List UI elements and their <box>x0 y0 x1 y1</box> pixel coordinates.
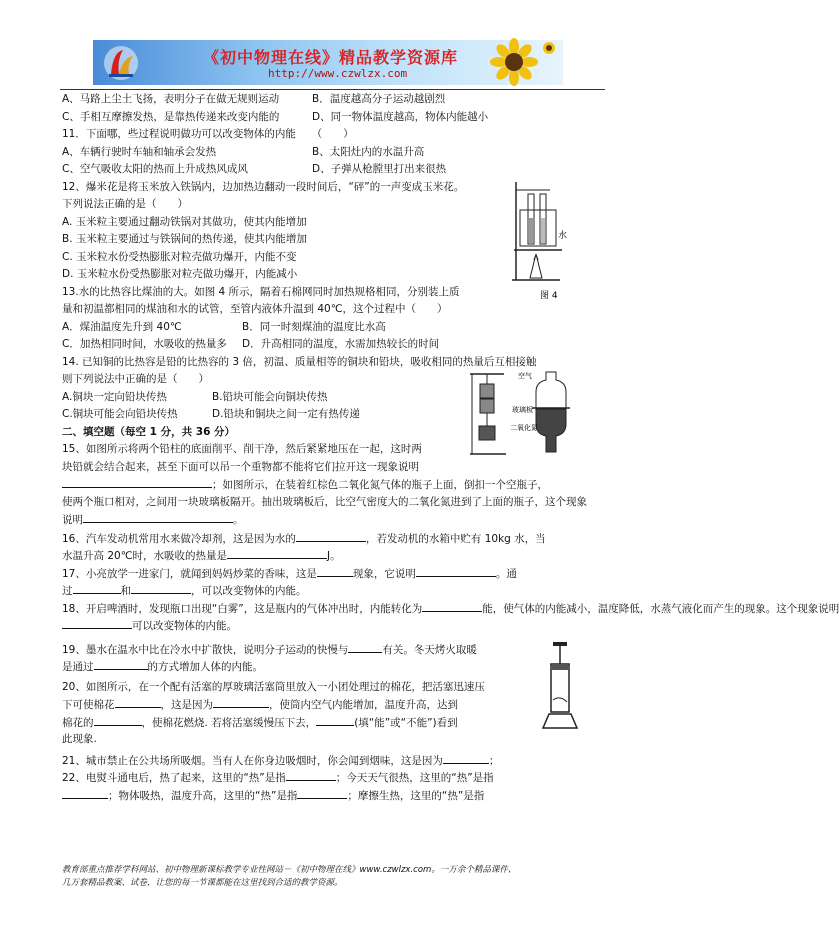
q14-prompt: 则下列说法中正确的是（ ） <box>62 373 209 385</box>
q20-line-4: 此现象. <box>62 733 97 745</box>
banner-title: 《初中物理在线》精品教学资源库 <box>203 48 459 67</box>
q20-line-2: 下可使棉花 ，这是因为 ，使筒内空气内能增加，温度升高，达到 <box>62 696 472 714</box>
q10-options-cd: C、手相互摩擦发热，是靠热传递来改变内能的 D、同一物体温度越高，物体内能越小 <box>62 110 489 123</box>
answer-blank[interactable] <box>94 714 142 726</box>
q16-line-2: 水温升高 20℃时，水吸收的热量是 J。 <box>62 547 588 565</box>
header-divider <box>60 89 605 90</box>
answer-blank[interactable] <box>443 752 489 764</box>
q12-option-d: D. 玉米粒水份受热膨胀对粒壳做功爆开，内能减小 <box>62 268 298 280</box>
figure-4-caption: 图 4 <box>540 291 558 301</box>
header-banner <box>93 40 563 85</box>
figure-4-heating-apparatus <box>510 180 590 300</box>
q11-options-ab: A、车辆行驶时车轴和轴承会发热 B、太阳灶内的水温升高 <box>62 145 425 158</box>
answer-blank[interactable] <box>297 787 347 799</box>
q11-stem: 11．下面哪，些过程说明做功可以改变物体的内能 （ ） <box>62 128 354 140</box>
answer-blank[interactable] <box>83 511 233 523</box>
answer-blank[interactable] <box>131 582 191 594</box>
q12-option-c: C. 玉米粒水份受热膨胀对粒壳做功爆开，内能不变 <box>62 250 297 263</box>
answer-blank[interactable] <box>213 696 269 708</box>
q19-line-1: 19、墨水在温水中比在冷水中扩散快，说明分子运动的快慢与 有关。冬天烤火取暖 <box>62 641 472 659</box>
q15-line-4: 使两个瓶口相对，之间用一块玻璃板隔开。抽出玻璃板后，比空气密度大的二氧化氮进到了上面的瓶子，这个现象说明 。 <box>62 495 587 526</box>
q20-line-3: 棉花的 ，使棉花燃烧. 若将活塞缓慢压下去， (填“能”或“不能”)看到 <box>62 714 472 732</box>
q12-option-b: B. 玉米粒主要通过与铁锅间的热传递，使其内能增加 <box>62 233 307 245</box>
q12-stem: 12、爆米花是将玉米放入铁锅内，边加热边翻动一段时间后，“砰”的一声变成玉米花。 <box>62 180 465 193</box>
q16-line-1: 16、汽车发动机常用水来做冷却剂，这是因为水的 ，若发动机的水箱中贮有 10kg 水，当 <box>62 530 588 548</box>
q15-line-3: ；如图所示，在装着红棕色二氧化氮气体的瓶子上面，倒扣一个空瓶子， <box>62 476 588 494</box>
q18-line-2: 可以改变物体的内能。 <box>62 617 588 635</box>
q13-options-cd: C．加热相同时间，水吸收的热量多 D．升高相同的温度，水需加热较长的时间 <box>62 338 440 350</box>
answer-blank[interactable] <box>115 696 161 708</box>
no2-label: 二氧化氮 <box>510 424 538 432</box>
banner-url[interactable]: http://www.czwlzx.com <box>268 67 408 80</box>
q14-stem: 14. 已知铜的比热容是铅的比热容的 3 倍，初温、质量相等的铜块和铅块，吸收相同的热量后互相接触 <box>62 355 537 368</box>
q13-stem-1: 13.水的比热容比煤油的大。如图 4 所示，隔着石棉网同时加热规格相同，分别装上质 <box>62 285 460 298</box>
q19-line-2: 是通过 的方式增加人体的内能。 <box>62 658 472 676</box>
q15-line-2: 块铅就会结合起来，甚至下面可以吊一个重物都不能将它们拉开这一现象说明 <box>62 460 419 473</box>
answer-blank[interactable] <box>62 787 108 799</box>
answer-blank[interactable] <box>416 565 496 577</box>
q13-stem-2: 量和初温都相同的煤油和水的试管，至管内液体升温到 40℃，这个过程中（ ） <box>62 303 448 315</box>
answer-blank[interactable] <box>94 658 148 670</box>
answer-blank[interactable] <box>316 714 354 726</box>
q22-line-1: 22、电熨斗通电后，热了起来，这里的“热”是指 ；今天天气很热，这里的“热”是指 <box>62 769 588 787</box>
q11-options-cd: C、空气吸收太阳的热而上升成热风成风 D、子弹从枪膛里打出来很热 <box>62 163 447 175</box>
sunflower-icon <box>459 40 559 85</box>
q17-line-2: 过 和 ，可以改变物体的内能。 <box>62 582 588 600</box>
q10-options-ab: A、马路上尘土飞扬，表明分子在做无规则运动 B．温度越高分子运动越剧烈 <box>62 93 446 105</box>
page-footer <box>62 864 602 890</box>
q22-line-2: ；物体吸热，温度升高，这里的“热”是指 ；摩擦生热，这里的“热”是指 <box>62 787 588 805</box>
q14-options-ab: A.铜块一定向铅块传热 B.铅块可能会向铜块传热 <box>62 390 328 403</box>
q12-option-a: A. 玉米粒主要通过翻动铁锅对其做功，使其内能增加 <box>62 215 307 228</box>
answer-blank[interactable] <box>286 769 336 781</box>
figure-lead-and-no2-bottles <box>462 368 592 460</box>
q13-options-ab: A．煤油温度先升到 40℃ B．同一时刻煤油的温度比水高 <box>62 320 386 333</box>
q21-line: 21、城市禁止在公共场所吸烟。当有人在你身边吸烟时，你会闻到烟味，这是因为 ； <box>62 752 588 770</box>
q20-line-1: 20、如图所示，在一个配有活塞的厚玻璃活塞筒里放入一小团处理过的棉花，把活塞迅速压 <box>62 680 485 693</box>
answer-blank[interactable] <box>317 565 353 577</box>
water-label: 水 <box>558 231 568 241</box>
answer-blank[interactable] <box>227 547 327 559</box>
q15-line-1: 15、如图所示将两个铅柱的底面削平、削干净，然后紧紧地压在一起，这时两 <box>62 443 422 455</box>
footer-line-1: 教育部重点推荐学科网站、初中物理新课标教学专业性网站－《初中物理在线》www.czwlzx.com。一万余个精品课件、 <box>62 865 517 875</box>
answer-blank[interactable] <box>62 476 212 488</box>
answer-blank[interactable] <box>296 530 366 542</box>
glass-plate-label: 玻璃板 <box>512 406 533 414</box>
figure-fire-piston <box>535 640 585 730</box>
answer-blank[interactable] <box>73 582 121 594</box>
site-logo-icon <box>103 44 139 82</box>
section-fill-in-title: 二、填空题（每空 1 分，共 36 分） <box>62 425 236 438</box>
answer-blank[interactable] <box>422 600 482 612</box>
q17-line-1: 17、小亮放学一进家门，就闻到妈妈炒菜的香味，这是 现象，它说明 。通 <box>62 565 588 583</box>
q14-options-cd: C.铜块可能会向铅块传热 D.铅块和铜块之间一定有热传递 <box>62 408 360 420</box>
answer-blank[interactable] <box>62 617 132 629</box>
answer-blank[interactable] <box>348 641 382 653</box>
footer-line-2: 几万套精品教案、试卷，让您的每一节课都能在这里找到合适的教学资源。 <box>62 878 343 888</box>
q12-prompt: 下列说法正确的是（ ） <box>62 198 188 210</box>
air-label: 空气 <box>518 372 532 380</box>
q18-line-1: 18、开启啤酒时，发现瓶口出现“白雾”，这是瓶内的气体冲出时，内能转化为 能，使气体的内能减小，温度降低，水蒸气液化而产生的现象。这个现象说明 <box>62 600 588 618</box>
